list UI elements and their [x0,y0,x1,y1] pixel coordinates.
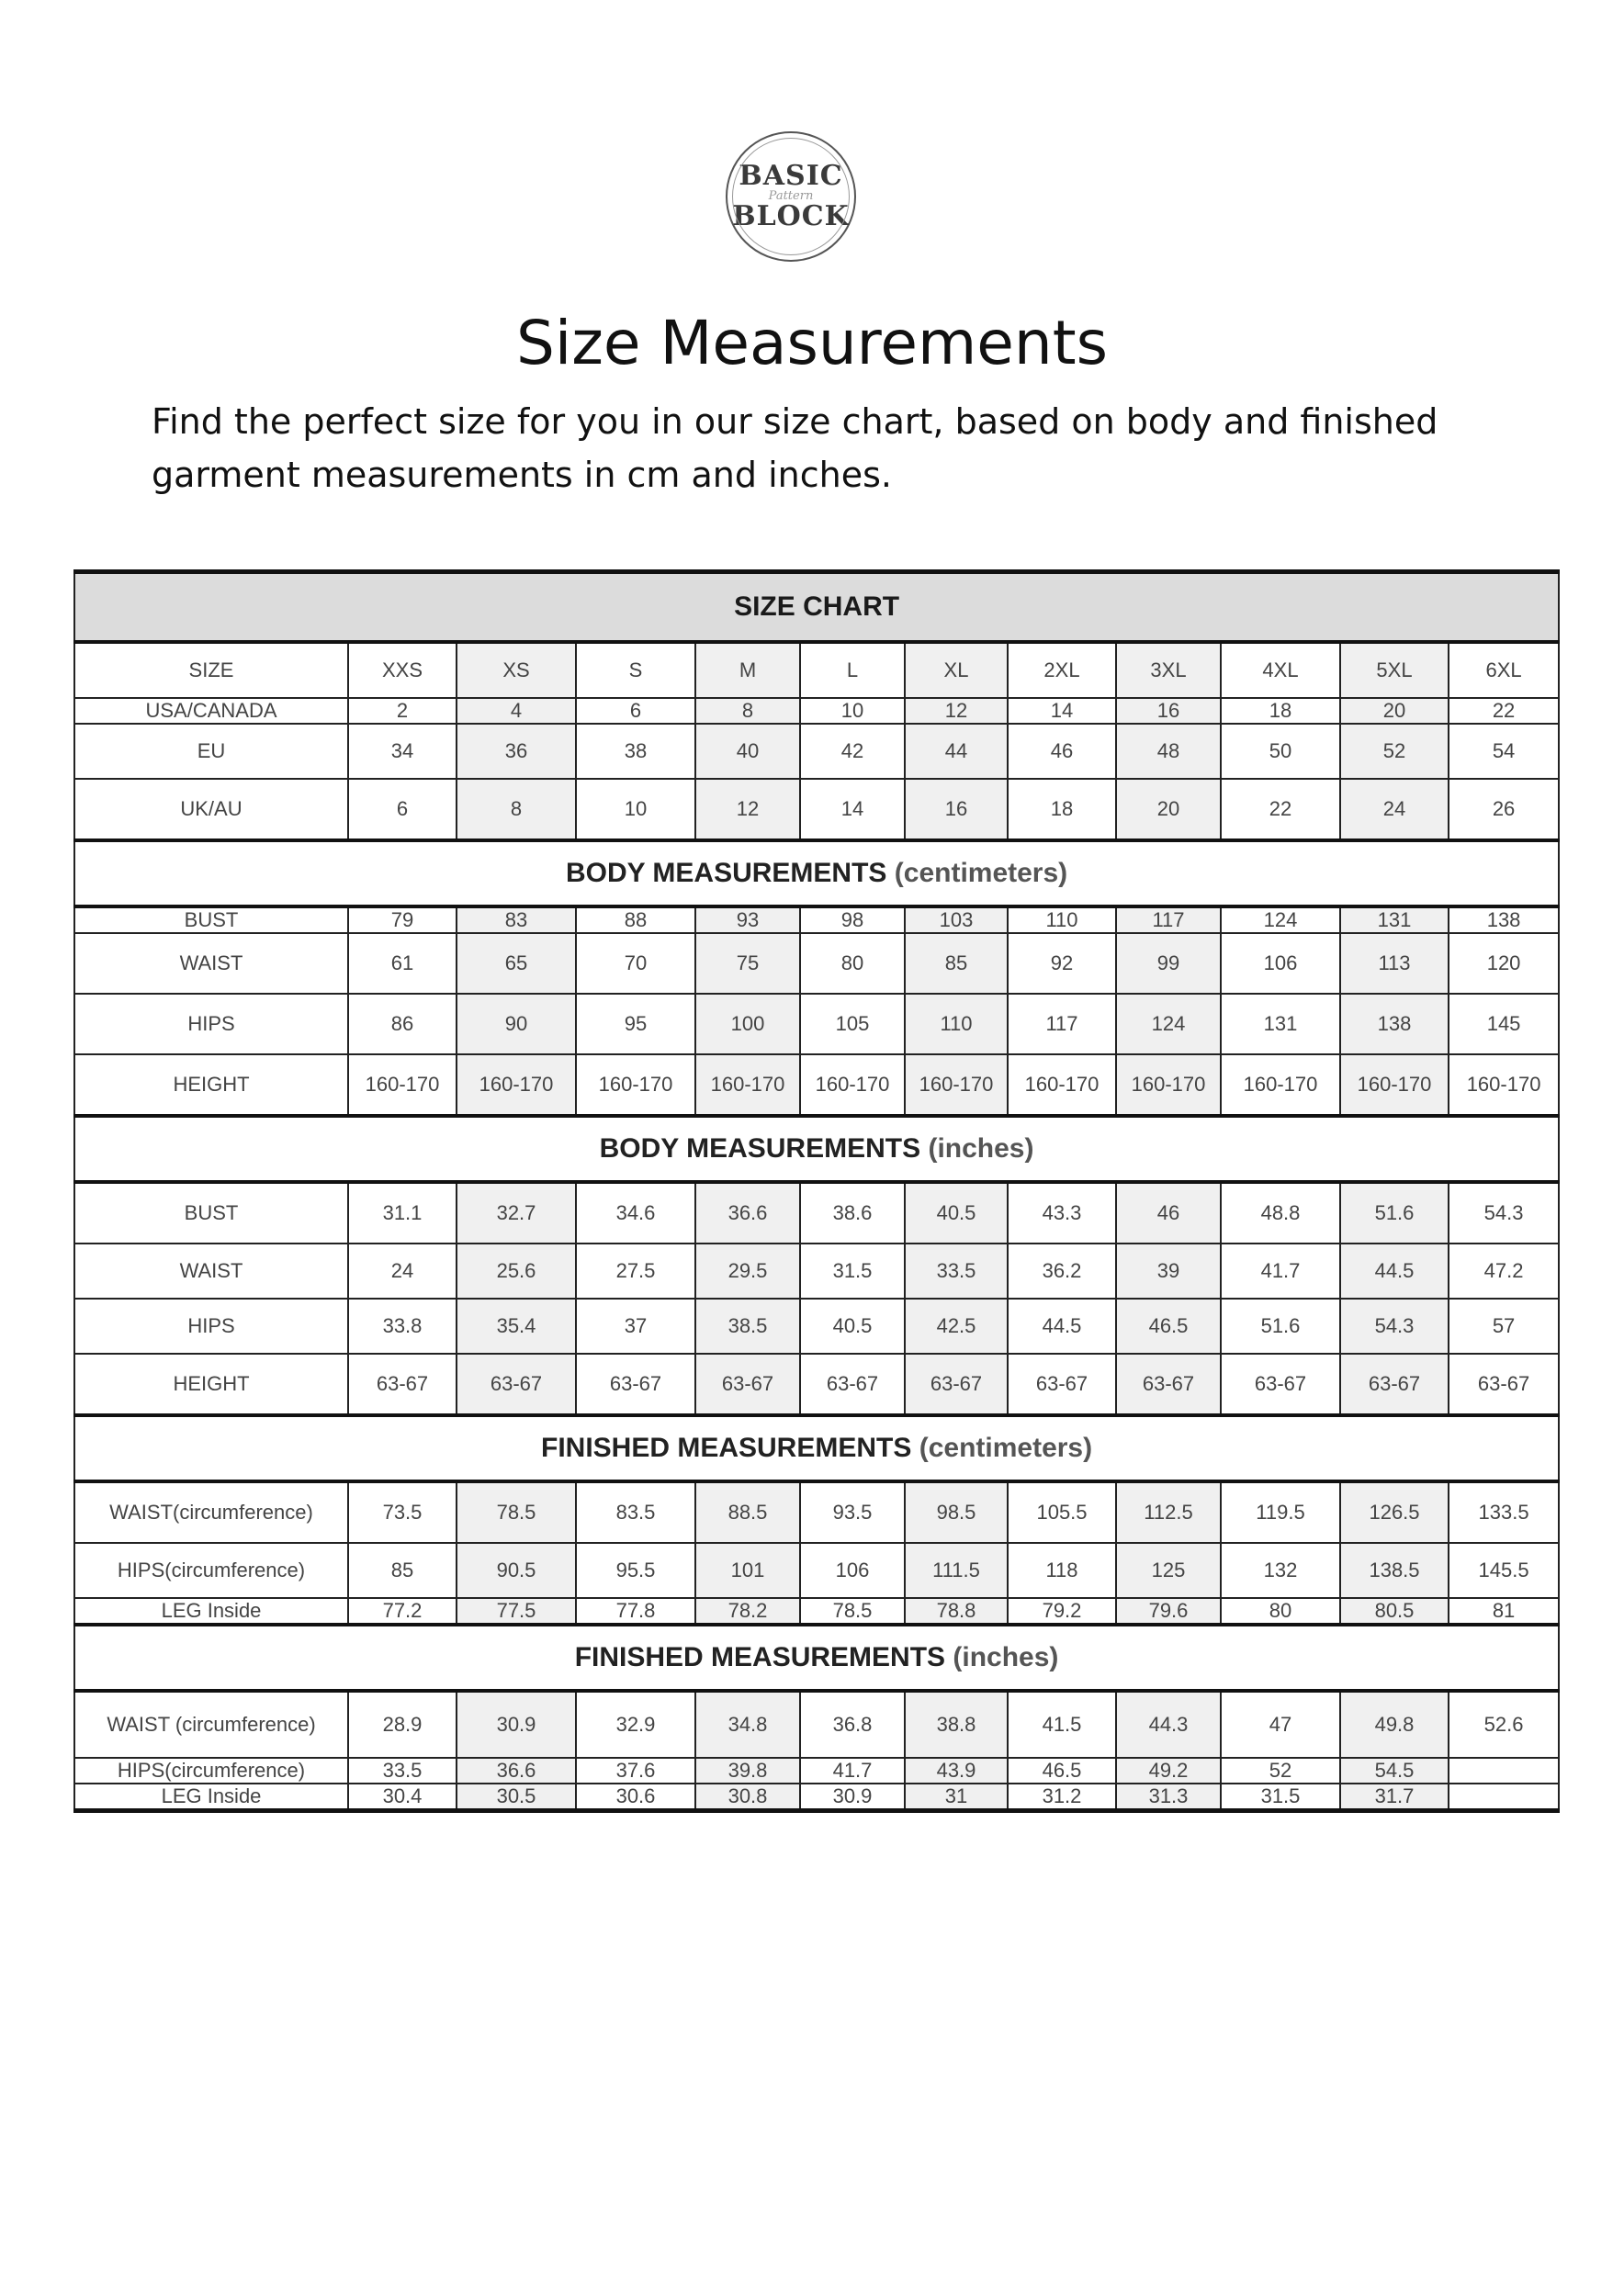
value-cell: 36.6 [695,1182,800,1244]
value-cell: 40 [695,724,800,779]
body-cm-heading-sub: (centimeters) [894,858,1068,888]
value-cell [1449,1758,1559,1784]
value-cell: 39 [1116,1244,1221,1299]
finished-cm-heading-main: FINISHED MEASUREMENTS [541,1433,912,1463]
value-cell: 37.6 [576,1758,695,1784]
value-cell: 51.6 [1221,1299,1340,1354]
row-label: HIPS(circumference) [74,1543,348,1598]
value-cell: 63-67 [695,1354,800,1415]
row-label: LEG Inside [74,1784,348,1811]
table-row [74,1244,1559,1299]
value-cell: 6XL [1449,642,1559,698]
row-label: UK/AU [74,779,348,840]
value-cell: 63-67 [457,1354,576,1415]
value-cell: 78.5 [457,1481,576,1543]
value-cell: 160-170 [695,1054,800,1116]
value-cell: 124 [1221,906,1340,933]
value-cell: 10 [800,698,905,724]
value-cell: 54.3 [1449,1182,1559,1244]
intro-text: Find the perfect size for you in our size chart, based on body and finished garment measurements in cm and inches. [152,401,1438,495]
value-cell: 145 [1449,994,1559,1054]
value-cell: 80.5 [1340,1598,1449,1625]
value-cell: 120 [1449,933,1559,994]
table-row [74,1481,1559,1543]
value-cell: 160-170 [457,1054,576,1116]
row-label: HEIGHT [74,1354,348,1415]
finished-in-heading-row [74,1625,1559,1691]
value-cell: 20 [1340,698,1449,724]
value-cell: 4 [457,698,576,724]
value-cell: 28.9 [348,1691,457,1758]
value-cell: 36.6 [457,1758,576,1784]
value-cell: 54 [1449,724,1559,779]
value-cell: 117 [1008,994,1116,1054]
value-cell: 30.8 [695,1784,800,1811]
value-cell: 124 [1116,994,1221,1054]
value-cell: 39.8 [695,1758,800,1784]
value-cell: 38 [576,724,695,779]
value-cell: 119.5 [1221,1481,1340,1543]
value-cell: XS [457,642,576,698]
value-cell: 54.5 [1340,1758,1449,1784]
value-cell: 57 [1449,1299,1559,1354]
value-cell: 6 [348,779,457,840]
value-cell: 38.8 [905,1691,1008,1758]
value-cell: 3XL [1116,642,1221,698]
value-cell: 80 [800,933,905,994]
table-row [74,1598,1559,1625]
value-cell: 47.2 [1449,1244,1559,1299]
table-row [74,1543,1559,1598]
value-cell: 44.5 [1008,1299,1116,1354]
value-cell: 98 [800,906,905,933]
value-cell: 34.6 [576,1182,695,1244]
value-cell: 4XL [1221,642,1340,698]
value-cell: 78.8 [905,1598,1008,1625]
value-cell: 79.2 [1008,1598,1116,1625]
value-cell: 112.5 [1116,1481,1221,1543]
value-cell: 31 [905,1784,1008,1811]
value-cell [1449,1784,1559,1811]
value-cell: 126.5 [1340,1481,1449,1543]
value-cell: 50 [1221,724,1340,779]
value-cell: 47 [1221,1691,1340,1758]
value-cell: 18 [1008,779,1116,840]
value-cell: 34 [348,724,457,779]
value-cell: 77.8 [576,1598,695,1625]
value-cell: 131 [1221,994,1340,1054]
value-cell: 63-67 [905,1354,1008,1415]
logo-word-bottom: BLOCK [732,200,850,232]
value-cell: 77.5 [457,1598,576,1625]
value-cell: 160-170 [1221,1054,1340,1116]
value-cell: 31.5 [800,1244,905,1299]
value-cell: 110 [905,994,1008,1054]
value-cell: 44.3 [1116,1691,1221,1758]
value-cell: 81 [1449,1598,1559,1625]
value-cell: 6 [576,698,695,724]
value-cell: 125 [1116,1543,1221,1598]
value-cell: 78.2 [695,1598,800,1625]
finished-in-heading-sub: (inches) [953,1642,1059,1672]
value-cell: 85 [905,933,1008,994]
value-cell: 51.6 [1340,1182,1449,1244]
value-cell: 83.5 [576,1481,695,1543]
value-cell: 63-67 [1116,1354,1221,1415]
value-cell: 70 [576,933,695,994]
value-cell: 41.7 [800,1758,905,1784]
value-cell: 49.8 [1340,1691,1449,1758]
value-cell: M [695,642,800,698]
row-label: SIZE [74,642,348,698]
value-cell: 138 [1449,906,1559,933]
value-cell: 26 [1449,779,1559,840]
value-cell: 160-170 [348,1054,457,1116]
value-cell: XL [905,642,1008,698]
value-cell: 88 [576,906,695,933]
value-cell: 63-67 [348,1354,457,1415]
value-cell: 2XL [1008,642,1116,698]
table-row [74,933,1559,994]
value-cell: 14 [1008,698,1116,724]
value-cell: 90 [457,994,576,1054]
size-chart-table [73,569,1560,1813]
value-cell: 65 [457,933,576,994]
value-cell: 36.8 [800,1691,905,1758]
value-cell: 12 [905,698,1008,724]
value-cell: 106 [800,1543,905,1598]
body-in-heading-sub: (inches) [928,1133,1034,1164]
value-cell: 79 [348,906,457,933]
value-cell: 44 [905,724,1008,779]
value-cell: 36 [457,724,576,779]
value-cell: 160-170 [1449,1054,1559,1116]
value-cell: 95 [576,994,695,1054]
value-cell: 138 [1340,994,1449,1054]
value-cell: 32.9 [576,1691,695,1758]
value-cell: 118 [1008,1543,1116,1598]
value-cell: 111.5 [905,1543,1008,1598]
value-cell: 38.5 [695,1299,800,1354]
value-cell: 78.5 [800,1598,905,1625]
value-cell: 41.5 [1008,1691,1116,1758]
value-cell: 27.5 [576,1244,695,1299]
value-cell: 34.8 [695,1691,800,1758]
brand-logo [726,131,856,262]
row-label: EU [74,724,348,779]
value-cell: 63-67 [1340,1354,1449,1415]
value-cell: 5XL [1340,642,1449,698]
value-cell: 33.5 [348,1758,457,1784]
value-cell: 160-170 [1340,1054,1449,1116]
value-cell: 75 [695,933,800,994]
value-cell: 30.9 [800,1784,905,1811]
value-cell: 31.5 [1221,1784,1340,1811]
size-chart-title-row [74,572,1559,643]
row-label: HIPS [74,1299,348,1354]
value-cell: 105 [800,994,905,1054]
value-cell: 31.2 [1008,1784,1116,1811]
value-cell: 63-67 [1449,1354,1559,1415]
value-cell: 32.7 [457,1182,576,1244]
value-cell: 25.6 [457,1244,576,1299]
value-cell: 73.5 [348,1481,457,1543]
value-cell: 88.5 [695,1481,800,1543]
value-cell: 92 [1008,933,1116,994]
value-cell: 46 [1116,1182,1221,1244]
value-cell: 20 [1116,779,1221,840]
value-cell: 40.5 [905,1182,1008,1244]
value-cell: XXS [348,642,457,698]
value-cell: 2 [348,698,457,724]
value-cell: 16 [1116,698,1221,724]
value-cell: 30.6 [576,1784,695,1811]
value-cell: 93.5 [800,1481,905,1543]
value-cell: 33.8 [348,1299,457,1354]
row-label: WAIST(circumference) [74,1481,348,1543]
value-cell: 85 [348,1543,457,1598]
value-cell: 93 [695,906,800,933]
value-cell: 42.5 [905,1299,1008,1354]
value-cell: 30.4 [348,1784,457,1811]
finished-in-heading-main: FINISHED MEASUREMENTS [574,1642,946,1672]
value-cell: 106 [1221,933,1340,994]
logo-script: Pattern [768,189,814,203]
body-cm-heading-row [74,840,1559,906]
value-cell: 145.5 [1449,1543,1559,1598]
table-row [74,642,1559,698]
table-row [74,906,1559,933]
value-cell: 42 [800,724,905,779]
value-cell: 46.5 [1116,1299,1221,1354]
value-cell: 22 [1449,698,1559,724]
value-cell: 63-67 [1008,1354,1116,1415]
row-label: HIPS(circumference) [74,1758,348,1784]
value-cell: 38.6 [800,1182,905,1244]
table-row [74,994,1559,1054]
value-cell: 41.7 [1221,1244,1340,1299]
value-cell: 35.4 [457,1299,576,1354]
value-cell: 33.5 [905,1244,1008,1299]
value-cell: 61 [348,933,457,994]
row-label: BUST [74,906,348,933]
value-cell: 105.5 [1008,1481,1116,1543]
value-cell: 10 [576,779,695,840]
finished-cm-heading-sub: (centimeters) [919,1433,1093,1463]
finished-cm-heading-row [74,1415,1559,1481]
table-row [74,1182,1559,1244]
value-cell: 40.5 [800,1299,905,1354]
body-in-heading-main: BODY MEASUREMENTS [599,1133,921,1164]
value-cell: 160-170 [905,1054,1008,1116]
value-cell: 30.5 [457,1784,576,1811]
value-cell: 48.8 [1221,1182,1340,1244]
page-title: Size Measurements [516,308,1108,378]
value-cell: 43.9 [905,1758,1008,1784]
table-row [74,1784,1559,1811]
value-cell: 83 [457,906,576,933]
value-cell: 80 [1221,1598,1340,1625]
value-cell: 52 [1340,724,1449,779]
value-cell: 160-170 [576,1054,695,1116]
value-cell: 44.5 [1340,1244,1449,1299]
logo-word-top: BASIC [739,160,843,192]
table-row [74,724,1559,779]
value-cell: 63-67 [576,1354,695,1415]
value-cell: 133.5 [1449,1481,1559,1543]
table-row [74,1691,1559,1758]
value-cell: 113 [1340,933,1449,994]
value-cell: 95.5 [576,1543,695,1598]
value-cell: 117 [1116,906,1221,933]
value-cell: 86 [348,994,457,1054]
value-cell: 52 [1221,1758,1340,1784]
value-cell: S [576,642,695,698]
value-cell: 30.9 [457,1691,576,1758]
value-cell: 101 [695,1543,800,1598]
value-cell: 63-67 [1221,1354,1340,1415]
table-row [74,1354,1559,1415]
row-label: USA/CANADA [74,698,348,724]
value-cell: 37 [576,1299,695,1354]
value-cell: 110 [1008,906,1116,933]
value-cell: 24 [1340,779,1449,840]
value-cell: 90.5 [457,1543,576,1598]
value-cell: 16 [905,779,1008,840]
value-cell: 31.3 [1116,1784,1221,1811]
finished-in-heading [74,1625,1559,1691]
table-row [74,1054,1559,1116]
value-cell: 77.2 [348,1598,457,1625]
body-cm-heading-main: BODY MEASUREMENTS [565,858,887,888]
value-cell: L [800,642,905,698]
value-cell: 54.3 [1340,1299,1449,1354]
value-cell: 63-67 [800,1354,905,1415]
value-cell: 160-170 [800,1054,905,1116]
value-cell: 18 [1221,698,1340,724]
value-cell: 99 [1116,933,1221,994]
row-label: BUST [74,1182,348,1244]
value-cell: 31.1 [348,1182,457,1244]
row-label: LEG Inside [74,1598,348,1625]
row-label: HIPS [74,994,348,1054]
value-cell: 49.2 [1116,1758,1221,1784]
body-cm-heading [74,840,1559,906]
body-in-heading-row [74,1116,1559,1182]
value-cell: 100 [695,994,800,1054]
size-chart-title: SIZE CHART [74,572,1559,643]
value-cell: 48 [1116,724,1221,779]
value-cell: 12 [695,779,800,840]
value-cell: 52.6 [1449,1691,1559,1758]
value-cell: 98.5 [905,1481,1008,1543]
table-row [74,779,1559,840]
value-cell: 8 [457,779,576,840]
body-in-heading [74,1116,1559,1182]
value-cell: 46 [1008,724,1116,779]
value-cell: 103 [905,906,1008,933]
row-label: WAIST [74,933,348,994]
table-row [74,698,1559,724]
value-cell: 31.7 [1340,1784,1449,1811]
value-cell: 14 [800,779,905,840]
value-cell: 160-170 [1008,1054,1116,1116]
value-cell: 46.5 [1008,1758,1116,1784]
value-cell: 43.3 [1008,1182,1116,1244]
value-cell: 131 [1340,906,1449,933]
value-cell: 79.6 [1116,1598,1221,1625]
row-label: HEIGHT [74,1054,348,1116]
value-cell: 138.5 [1340,1543,1449,1598]
row-label: WAIST [74,1244,348,1299]
value-cell: 24 [348,1244,457,1299]
value-cell: 8 [695,698,800,724]
value-cell: 132 [1221,1543,1340,1598]
value-cell: 36.2 [1008,1244,1116,1299]
table-row [74,1758,1559,1784]
value-cell: 160-170 [1116,1054,1221,1116]
row-label: WAIST (circumference) [74,1691,348,1758]
table-row [74,1299,1559,1354]
finished-cm-heading [74,1415,1559,1481]
value-cell: 29.5 [695,1244,800,1299]
value-cell: 22 [1221,779,1340,840]
